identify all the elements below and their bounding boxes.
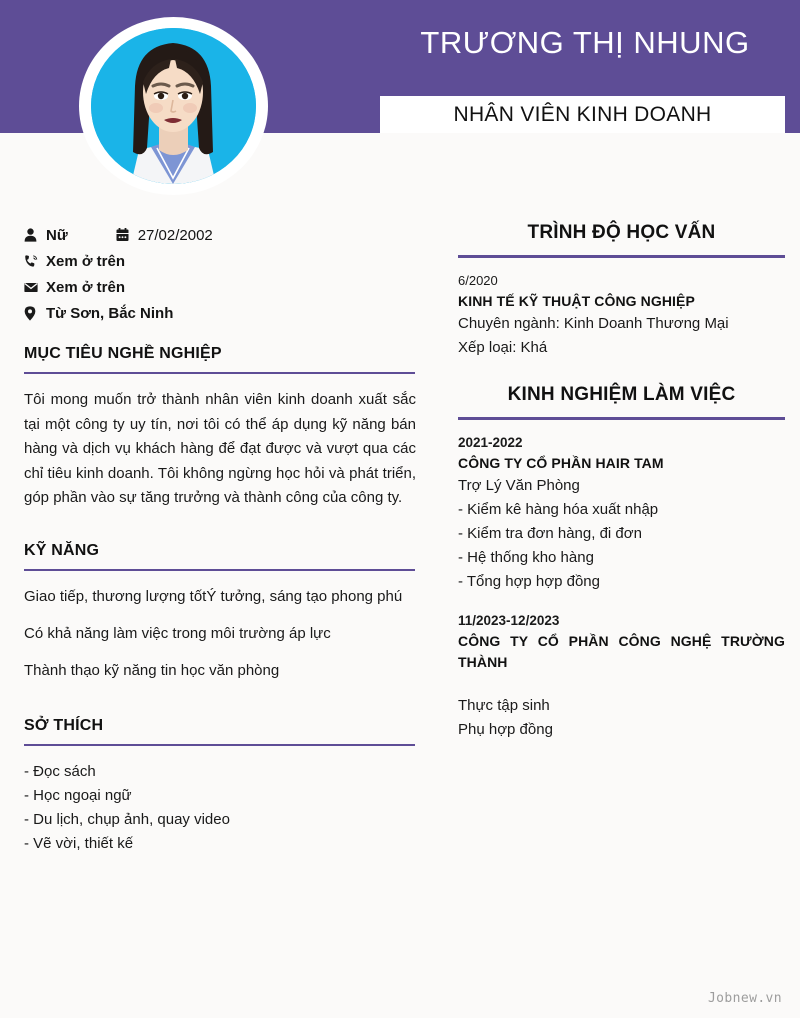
watermark: Jobnew.vn — [707, 991, 782, 1006]
section-objective — [24, 345, 416, 511]
calendar-icon — [116, 228, 138, 242]
spacer — [24, 683, 416, 717]
gender-value: Nữ — [46, 226, 68, 244]
section-heading-skills: KỸ NĂNG — [24, 541, 100, 559]
contact-row — [24, 274, 416, 300]
experience-date: 11/2023-12/2023 — [458, 613, 560, 628]
section-divider — [24, 744, 415, 746]
contact-phone[interactable] — [24, 253, 125, 270]
avatar-photo — [91, 28, 256, 184]
section-heading-education: TRÌNH ĐỘ HỌC VẤN — [527, 222, 716, 243]
left-column — [24, 222, 416, 856]
list-item: - Kiểm kê hàng hóa xuất nhập — [458, 501, 659, 518]
list-item: - Hệ thống kho hàng — [458, 549, 594, 566]
education-grade: Xếp loại: Khá — [458, 339, 548, 356]
section-skills — [24, 542, 416, 683]
section-divider — [458, 255, 785, 258]
section-heading-hobbies: SỞ THÍCH — [24, 716, 104, 734]
list-item: Giao tiếp, thương lượng tốtÝ tưởng, sáng tạo phong phú — [24, 587, 403, 605]
section-divider — [24, 372, 415, 374]
section-education — [458, 222, 785, 360]
section-experience — [458, 384, 785, 742]
contact-gender — [24, 227, 68, 244]
person-icon — [24, 228, 46, 242]
education-major: Chuyên ngành: Kinh Doanh Thương Mại — [458, 315, 729, 332]
experience-company: CÔNG TY CỔ PHẦN HAIR TAM — [458, 455, 664, 471]
page-title: TRƯƠNG THỊ NHUNG — [420, 25, 750, 60]
envelope-icon — [24, 282, 46, 293]
job-title-badge — [380, 96, 785, 133]
portrait-photo-icon — [91, 28, 256, 184]
contact-block — [24, 222, 416, 326]
experience-entry — [458, 611, 785, 742]
experience-date: 2021-2022 — [458, 435, 523, 450]
list-item: - Đọc sách — [24, 762, 96, 780]
education-school: KINH TẾ KỸ THUẬT CÔNG NGHIỆP — [458, 293, 695, 309]
section-divider — [24, 569, 415, 571]
email-value: Xem ở trên — [46, 278, 126, 296]
section-heading-objective: MỤC TIÊU NGHỀ NGHIỆP — [24, 345, 222, 362]
contact-address — [24, 305, 173, 322]
header-text-group — [300, 0, 800, 133]
contact-row — [24, 248, 416, 274]
contact-row — [24, 222, 416, 248]
list-item: - Tổng hợp hợp đồng — [458, 573, 600, 590]
avatar — [79, 17, 268, 195]
experience-entry — [458, 433, 785, 594]
right-column — [458, 222, 785, 742]
spacer — [458, 360, 785, 384]
list-item: - Kiểm tra đơn hàng, đi đơn — [458, 525, 642, 542]
education-date: 6/2020 — [458, 273, 498, 288]
list-item: - Vẽ vời, thiết kế — [24, 834, 134, 852]
section-heading-experience: KINH NGHIỆM LÀM VIỆC — [507, 384, 736, 405]
experience-role: Trợ Lý Văn Phòng — [458, 477, 580, 494]
objective-text: Tôi mong muốn trở thành nhân viên kinh doanh xuất sắc tại một công ty uy tín, nơi tôi có thể áp dụng kỹ năng bán hàng và dịch vụ khách hàng để đạt được và vượt qua các chỉ tiêu kinh doanh. Tôi không ngừng học hỏi và phát triển, góp phần vào sự tăng trưởng và thành công của công ty. — [24, 391, 416, 506]
address-value: Từ Sơn, Bắc Ninh — [46, 304, 174, 322]
education-entry — [458, 271, 785, 360]
birthdate-value: 27/02/2002 — [137, 226, 213, 244]
contact-birthdate — [116, 227, 213, 244]
phone-icon — [24, 254, 46, 268]
spacer — [24, 511, 416, 542]
section-hobbies — [24, 717, 416, 856]
list-item: Có khả năng làm việc trong môi trường áp lực — [24, 624, 331, 642]
contact-email[interactable] — [24, 279, 125, 296]
list-item: Thành thạo kỹ năng tin học văn phòng — [24, 661, 280, 679]
experience-company: CÔNG TY CỔ PHẦN CÔNG NGHỆ TRƯỜNG THÀNH — [458, 633, 785, 670]
experience-role: Thực tập sinh — [458, 697, 550, 714]
list-item: - Du lịch, chụp ảnh, quay video — [24, 810, 230, 828]
list-item: - Học ngoại ngữ — [24, 786, 132, 804]
job-title-label: NHÂN VIÊN KINH DOANH — [453, 102, 712, 126]
list-item: Phụ hợp đồng — [458, 721, 553, 738]
section-divider — [458, 417, 785, 420]
contact-row — [24, 300, 416, 326]
location-pin-icon — [24, 306, 46, 321]
phone-value: Xem ở trên — [46, 252, 126, 270]
